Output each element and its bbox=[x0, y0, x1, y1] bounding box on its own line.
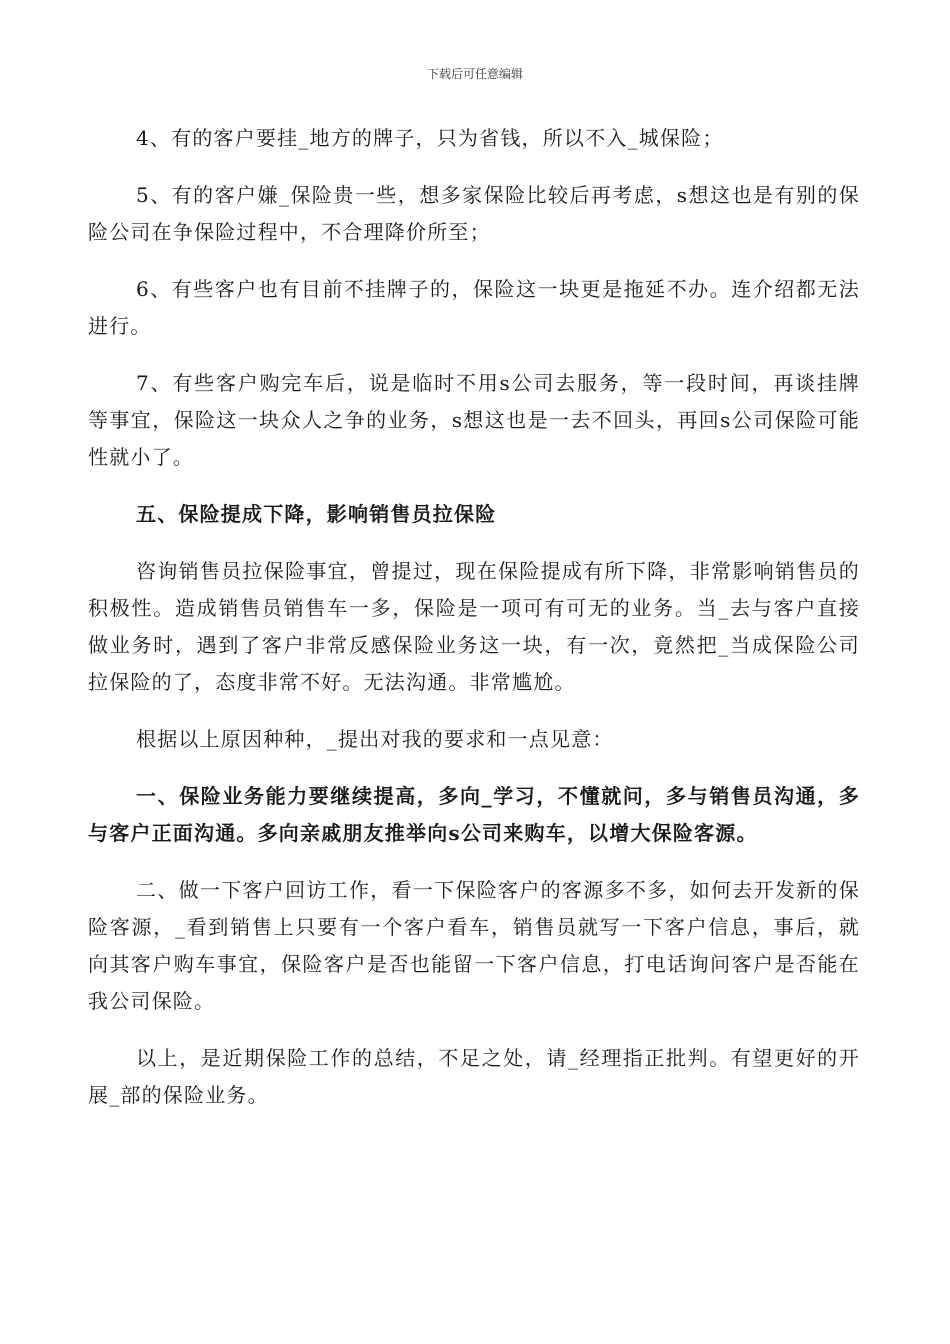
paragraph-suggestions-intro: 根据以上原因种种，_提出对我的要求和一点见意： bbox=[136, 727, 614, 751]
page-header: 下载后可任意编辑 bbox=[426, 67, 523, 81]
paragraph-item-4: 4、有的客户要挂_地方的牌子，只为省钱，所以不入_城保险； bbox=[136, 126, 724, 150]
paragraph-item-5: 5、有的客户嫌_保险贵一些，想多家保险比较后再考虑，s想这也是有别的保险公司在争保险过程中，不合理降价所至； bbox=[88, 183, 860, 244]
section-heading-5: 五、保险提成下降，影响销售员拉保险 bbox=[136, 502, 497, 526]
suggestion-1: 一、保险业务能力要继续提高，多向_学习，不懂就问，多与销售员沟通，多与客户正面沟通。多向亲戚朋友推举向s公司来购车，以增大保险客源。 bbox=[88, 784, 860, 845]
paragraph-conclusion: 以上，是近期保险工作的总结，不足之处，请_经理指正批判。有望更好的开展_部的保险业务。 bbox=[88, 1046, 860, 1107]
paragraph-item-7: 7、有些客户购完车后，说是临时不用s公司去服务，等一段时间，再谈挂牌等事宜，保险这一块众人之争的业务，s想这也是一去不回头，再回s公司保险可能性就小了。 bbox=[88, 371, 860, 469]
paragraph-item-6: 6、有些客户也有目前不挂牌子的，保险这一块更是拖延不办。连介绍都无法进行。 bbox=[88, 277, 860, 338]
paragraph-consultation: 咨询销售员拉保险事宜，曾提过，现在保险提成有所下降，非常影响销售员的积极性。造成销售员销售车一多，保险是一项可有可无的业务。当_去与客户直接做业务时，遇到了客户非常反感保险业务这一块，有一次，竟然把_当成保险公司拉保险的了，态度非常不好。无法沟通。非常尴尬。 bbox=[88, 559, 860, 694]
document-body bbox=[88, 120, 860, 1114]
suggestion-2: 二、做一下客户回访工作，看一下保险客户的客源多不多，如何去开发新的保险客源，_看到销售上只要有一个客户看车，销售员就写一下客户信息，事后，就向其客户购车事宜，保险客户是否也能留一下客户信息，打电话询问客户是否能在我公司保险。 bbox=[88, 878, 860, 1013]
